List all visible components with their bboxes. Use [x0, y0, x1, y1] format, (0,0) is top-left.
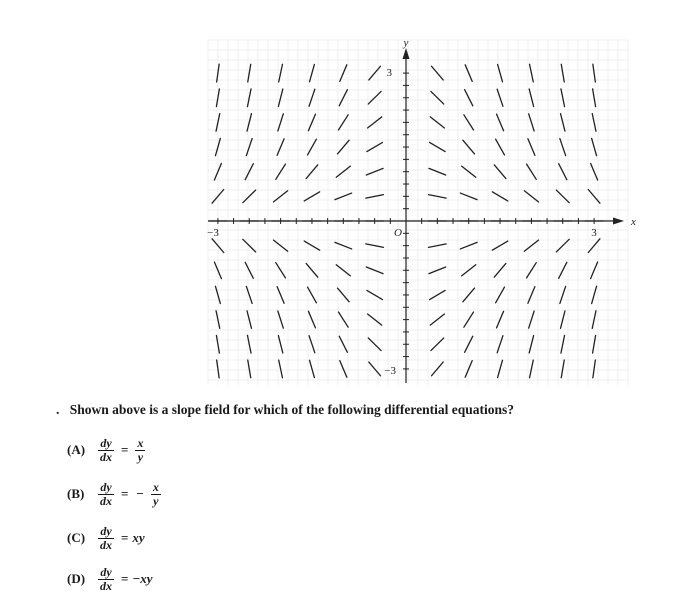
slope-segment — [561, 114, 565, 131]
y-min-tick-label: −3 — [384, 365, 396, 377]
equals-sign: = — [121, 442, 129, 457]
slope-segment — [246, 139, 252, 156]
slope-segment — [592, 114, 596, 132]
lhs-fraction — [98, 437, 114, 464]
lhs-fraction — [98, 566, 114, 593]
slope-segment — [465, 65, 472, 82]
y-axis-label: y — [403, 37, 409, 49]
slope-segment — [304, 241, 320, 250]
slope-segment — [529, 114, 534, 131]
x-axis-label: x — [631, 216, 636, 228]
slope-segment — [339, 90, 347, 106]
slope-segment — [308, 139, 317, 155]
slope-segment — [593, 89, 596, 107]
slope-segment — [561, 89, 565, 107]
slope-segment — [430, 290, 446, 299]
slope-segment — [310, 360, 315, 377]
slope-segment — [309, 89, 315, 106]
rhs-numerator: x — [152, 479, 159, 494]
lhs-denominator: dx — [100, 578, 112, 593]
slope-segment — [593, 360, 596, 378]
slope-segment — [593, 64, 596, 82]
slope-segment — [462, 166, 476, 177]
slope-segment — [465, 361, 472, 378]
equals-sign: = — [121, 486, 129, 501]
choice-b[interactable] — [67, 477, 164, 511]
lhs-numerator: dy — [100, 523, 112, 538]
lhs-numerator: dy — [100, 564, 112, 579]
slope-segment — [340, 361, 347, 378]
slope-segment — [366, 168, 383, 175]
x-max-tick-label: 3 — [591, 227, 597, 239]
equals-sign: = — [121, 530, 129, 545]
rhs-numerator: x — [137, 435, 144, 450]
slope-segment — [591, 163, 598, 180]
slope-segment — [368, 91, 381, 104]
rhs-denominator: y — [137, 449, 144, 464]
slope-segment — [431, 91, 444, 104]
slope-segment — [530, 360, 534, 378]
slope-segment — [429, 168, 446, 175]
rhs-denominator: y — [153, 493, 159, 508]
sign: − — [136, 486, 144, 501]
lhs-denominator: dx — [100, 449, 112, 464]
choice-letter: (D) — [67, 571, 86, 586]
slope-segment — [278, 89, 282, 106]
y-max-tick-label: 3 — [386, 67, 392, 79]
slope-segment — [432, 66, 444, 80]
axis-labels — [207, 37, 636, 377]
slope-segment — [561, 64, 564, 82]
slope-segment — [340, 65, 347, 82]
slope-segment — [432, 362, 444, 376]
slope-segment — [496, 139, 505, 155]
lhs-numerator: dy — [100, 479, 112, 494]
slope-segment — [460, 193, 477, 200]
lhs-fraction — [98, 525, 114, 552]
slope-segment — [464, 115, 474, 130]
slope-segment — [243, 190, 256, 203]
slope-segment — [592, 286, 597, 303]
slope-segment — [335, 242, 352, 249]
slope-segment — [529, 89, 533, 106]
question-text-row — [56, 402, 514, 418]
slope-segment — [560, 286, 566, 303]
origin-label: O — [394, 227, 402, 239]
question-marker: . — [56, 402, 60, 417]
rhs-fraction — [151, 481, 161, 508]
choice-d[interactable] — [67, 562, 153, 596]
slope-segment — [369, 66, 381, 80]
lhs-denominator: dx — [100, 493, 112, 508]
slope-segment — [429, 244, 447, 247]
lhs-numerator: dy — [100, 435, 112, 450]
slope-segment — [561, 360, 564, 378]
slope-segment — [430, 117, 444, 128]
slope-segment — [460, 242, 477, 249]
rhs-expression: −xy — [132, 571, 153, 586]
slope-segment — [337, 140, 349, 154]
slope-segment — [530, 64, 534, 82]
background-grid — [208, 40, 628, 385]
question-text: Shown above is a slope field for which of the following differential equations? — [69, 402, 515, 417]
slope-segment — [310, 64, 315, 81]
choice-c[interactable] — [67, 521, 145, 555]
slope-segment — [246, 286, 252, 303]
rhs-fraction — [135, 437, 145, 464]
x-min-tick-label: −3 — [207, 227, 219, 239]
slope-segment — [335, 193, 352, 200]
slope-segment — [559, 164, 567, 180]
choice-letter: (C) — [67, 530, 86, 545]
slope-segment — [369, 362, 381, 376]
slope-segment — [592, 138, 597, 155]
lhs-denominator: dx — [100, 537, 112, 552]
slope-segment — [367, 290, 383, 299]
slope-segment — [492, 241, 508, 250]
slope-segment — [528, 139, 535, 156]
rhs-expression: xy — [132, 530, 145, 545]
choice-a[interactable] — [67, 433, 148, 467]
slope-segment — [338, 115, 348, 130]
choice-letter: (B) — [67, 486, 85, 501]
slope-segment — [528, 287, 535, 304]
slope-segment — [245, 164, 253, 180]
slope-segment — [463, 140, 475, 154]
equals-sign: = — [121, 571, 129, 586]
lhs-fraction — [98, 481, 114, 508]
choice-letter: (A) — [67, 442, 86, 457]
slope-segment — [368, 117, 382, 128]
slope-segment — [560, 139, 566, 156]
slope-segment — [465, 90, 473, 106]
slope-segment — [494, 165, 506, 179]
slope-segment — [308, 114, 315, 131]
slope-segment — [279, 360, 283, 378]
slope-segment — [279, 64, 283, 82]
axes — [208, 48, 624, 383]
slope-segment — [276, 164, 286, 179]
slope-segment — [278, 114, 283, 131]
slope-segment — [429, 195, 447, 198]
